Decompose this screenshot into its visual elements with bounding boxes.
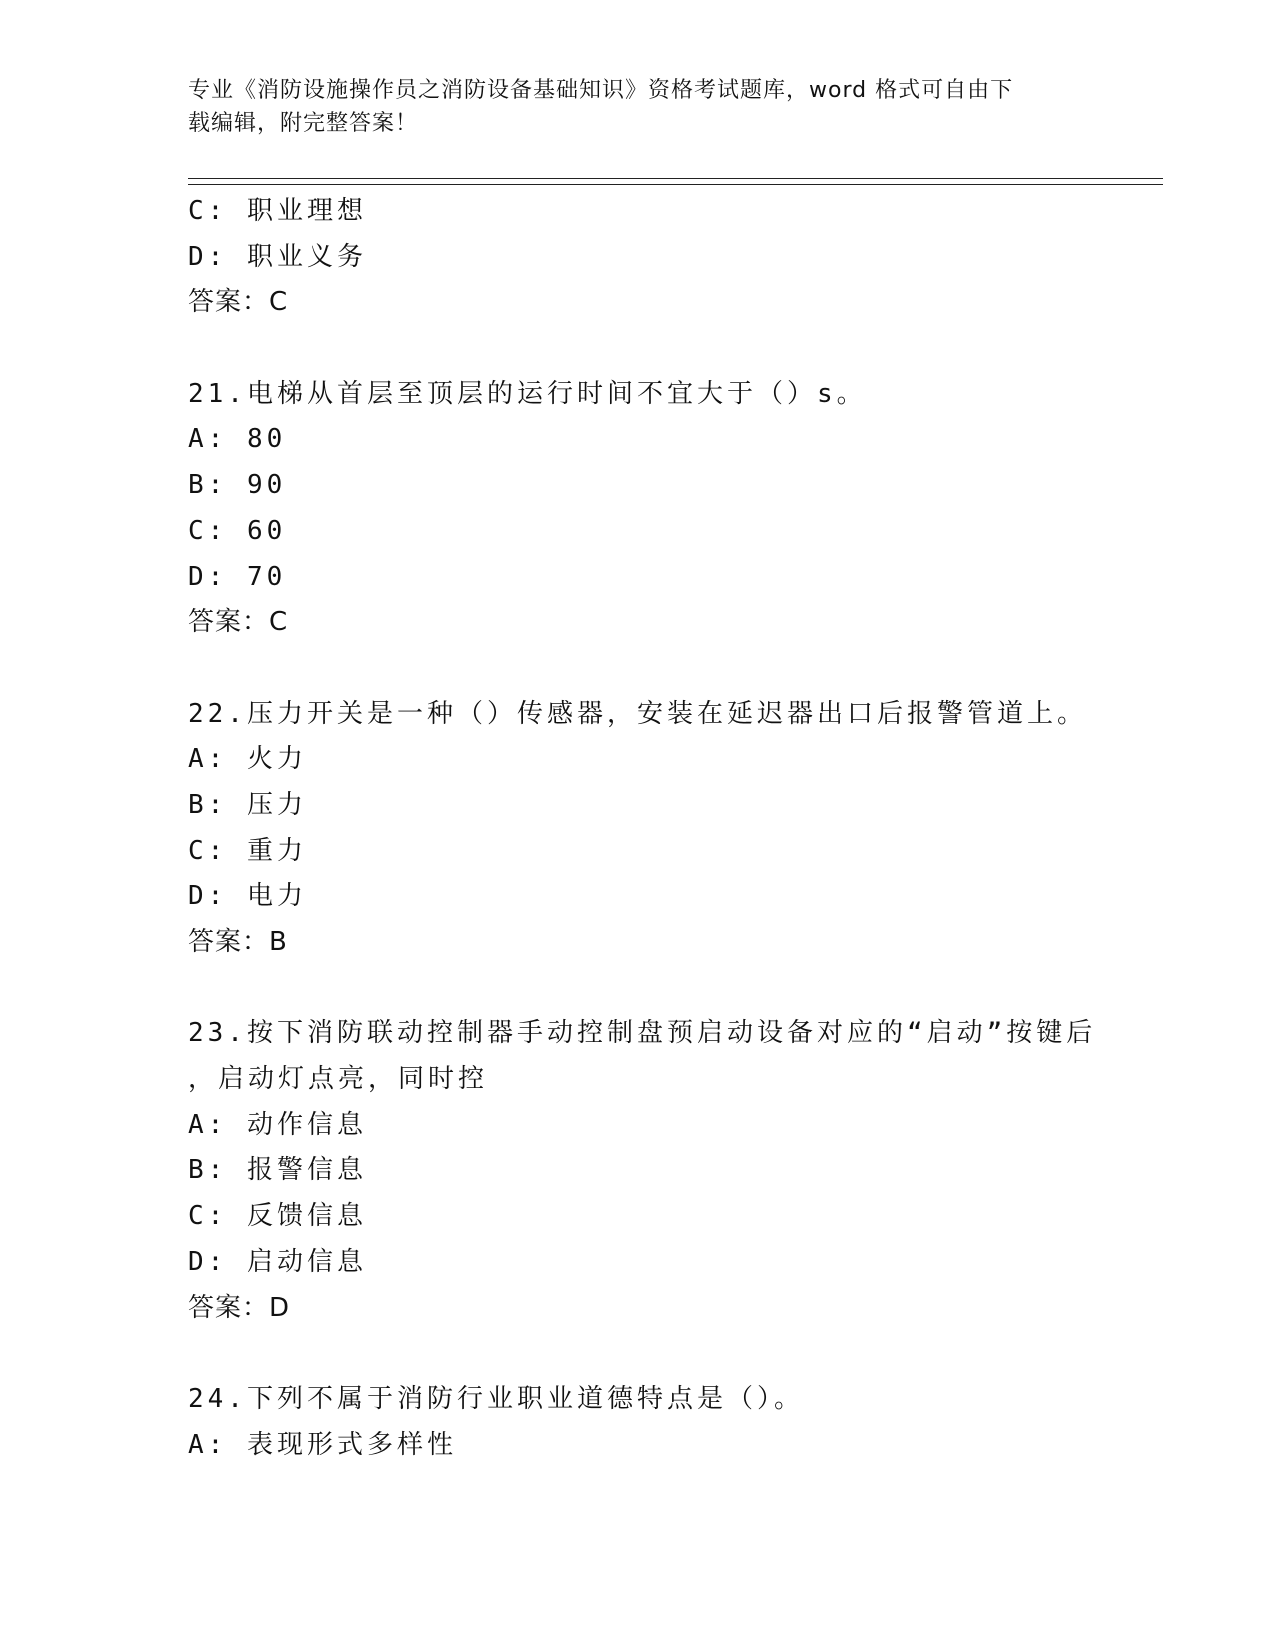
question-22 xyxy=(188,692,1088,966)
answer-line: 答案：D xyxy=(188,1292,291,1323)
option-d: D: 70 xyxy=(188,561,287,592)
option-a: A: 火力 xyxy=(188,744,307,775)
option-c: C: 60 xyxy=(188,515,287,546)
question-stem: 24.下列不属于消防行业职业道德特点是（）。 xyxy=(188,1383,804,1414)
option-a: A: 80 xyxy=(188,424,287,455)
option-d: D: 职业义务 xyxy=(188,241,367,272)
option-b: B: 90 xyxy=(188,470,287,501)
answer-line: 答案：C xyxy=(188,287,289,318)
option-a: A: 表现形式多样性 xyxy=(188,1429,457,1460)
answer-line: 答案：C xyxy=(188,607,289,638)
header-title-line-2: 载编辑，附完整答案！ xyxy=(188,111,419,136)
question-list xyxy=(188,189,1097,1468)
header-divider-bottom xyxy=(188,184,1163,185)
option-b: B: 压力 xyxy=(188,789,307,820)
question-stem: 23.按下消防联动控制器手动控制盘预启动设备对应的“启动”按键后 xyxy=(188,1018,1097,1049)
question-24 xyxy=(188,1377,1088,1468)
header-divider-top xyxy=(188,178,1163,179)
spacer xyxy=(188,966,1088,1012)
question-23 xyxy=(188,1011,1097,1331)
option-c: C: 反馈信息 xyxy=(188,1201,367,1232)
question-21 xyxy=(188,372,1088,646)
spacer xyxy=(188,326,1088,372)
option-d: D: 电力 xyxy=(188,881,307,912)
question-stem-continued: ，启动灯点亮，同时控 xyxy=(188,1064,489,1095)
spacer xyxy=(188,646,1088,692)
spacer xyxy=(188,1331,1088,1377)
answer-line: 答案：B xyxy=(188,927,288,957)
question-20-continued xyxy=(188,189,1088,326)
document-header xyxy=(188,74,1088,140)
header-title-line-1: 专业《消防设施操作员之消防设备基础知识》资格考试题库，word 格式可自由下 xyxy=(188,78,1014,103)
question-stem: 21.电梯从首层至顶层的运行时间不宜大于（）s。 xyxy=(188,378,867,409)
option-b: B: 报警信息 xyxy=(188,1155,367,1186)
option-d: D: 启动信息 xyxy=(188,1246,367,1277)
question-stem: 22.压力开关是一种（）传感器，安装在延迟器出口后报警管道上。 xyxy=(188,698,1087,729)
option-c: C: 职业理想 xyxy=(188,196,367,226)
option-c: C: 重力 xyxy=(188,835,307,866)
option-a: A: 动作信息 xyxy=(188,1109,367,1140)
